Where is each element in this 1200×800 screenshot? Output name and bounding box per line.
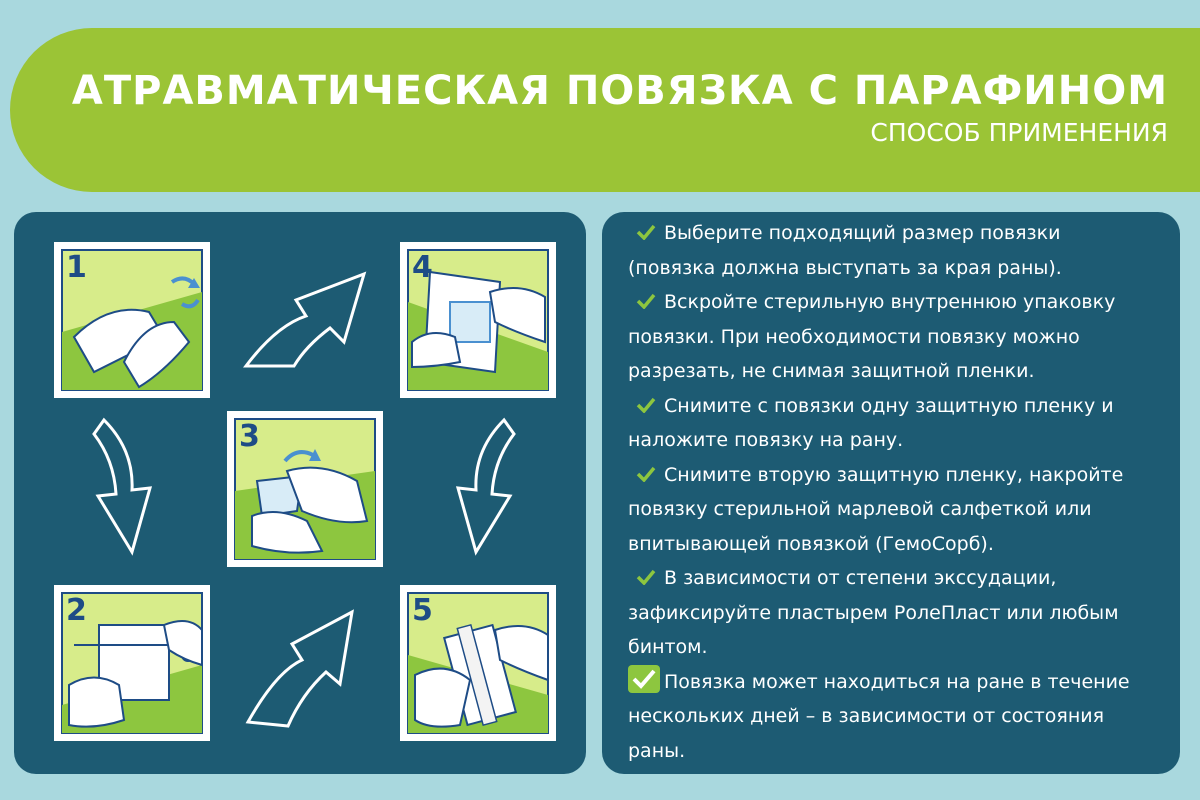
step-number: 2 — [66, 593, 87, 628]
instruction-line: наложите повязку на рану. — [628, 429, 904, 451]
instruction-item — [628, 665, 1168, 769]
instruction-line: разрезать, не снимая защитной пленки. — [628, 360, 1035, 382]
instruction-line: Снимите с повязки одну защитную пленку и — [664, 394, 1114, 417]
page-subtitle: СПОСОБ ПРИМЕНЕНИЯ — [870, 118, 1168, 147]
instruction-line: Выберите подходящий размер повязки — [664, 222, 1061, 244]
instruction-item — [628, 285, 1168, 389]
arrow-down-icon — [424, 410, 524, 560]
step-card-4 — [400, 242, 556, 398]
instruction-line: Повязка может находиться на ране в течение — [664, 670, 1130, 693]
instruction-item — [628, 216, 1168, 285]
instruction-item — [628, 458, 1168, 562]
instruction-line: раны. — [628, 739, 686, 762]
instruction-line: зафиксируйте пластырем РолеПласт или любым — [628, 601, 1119, 624]
arrow-down-icon — [84, 410, 184, 560]
arrow-up-right-icon — [236, 266, 376, 376]
check-box-icon — [628, 665, 660, 693]
instruction-line: повязку стерильной марлевой салфеткой или — [628, 498, 1092, 520]
instructions-list — [628, 216, 1168, 768]
step-number: 3 — [239, 419, 260, 454]
step-card-5 — [400, 585, 556, 741]
instruction-line: повязки. При необходимости повязку можно — [628, 325, 1080, 348]
instruction-line: нескольких дней – в зависимости от состояния — [628, 705, 1105, 727]
step-number: 1 — [66, 250, 87, 285]
check-icon — [636, 397, 656, 413]
step-number: 5 — [412, 593, 433, 628]
instruction-item — [628, 389, 1168, 458]
instruction-line: В зависимости от степени экссудации, — [664, 567, 1057, 589]
instruction-item — [628, 561, 1168, 665]
step-card-1 — [54, 242, 210, 398]
check-icon — [636, 224, 656, 240]
page-title: АТРАВМАТИЧЕСКАЯ ПОВЯЗКА С ПАРАФИНОМ — [71, 68, 1168, 114]
check-icon — [636, 466, 656, 482]
check-icon — [636, 293, 656, 309]
instruction-line: Вскройте стерильную внутреннюю упаковку — [664, 291, 1116, 313]
instruction-line: Снимите вторую защитную пленку, накройте — [664, 463, 1124, 486]
step-card-2 — [54, 585, 210, 741]
header-banner — [10, 28, 1200, 192]
arrow-up-right-icon — [236, 602, 376, 732]
instruction-line: (повязка должна выступать за края раны). — [628, 256, 1062, 279]
step-card-3 — [227, 411, 383, 567]
instructions-panel — [602, 212, 1180, 774]
steps-diagram-panel — [14, 212, 586, 774]
instruction-line: впитывающей повязкой (ГемоСорб). — [628, 532, 994, 555]
step-number: 4 — [412, 250, 433, 285]
check-icon — [636, 569, 656, 585]
instruction-line: бинтом. — [628, 636, 708, 658]
